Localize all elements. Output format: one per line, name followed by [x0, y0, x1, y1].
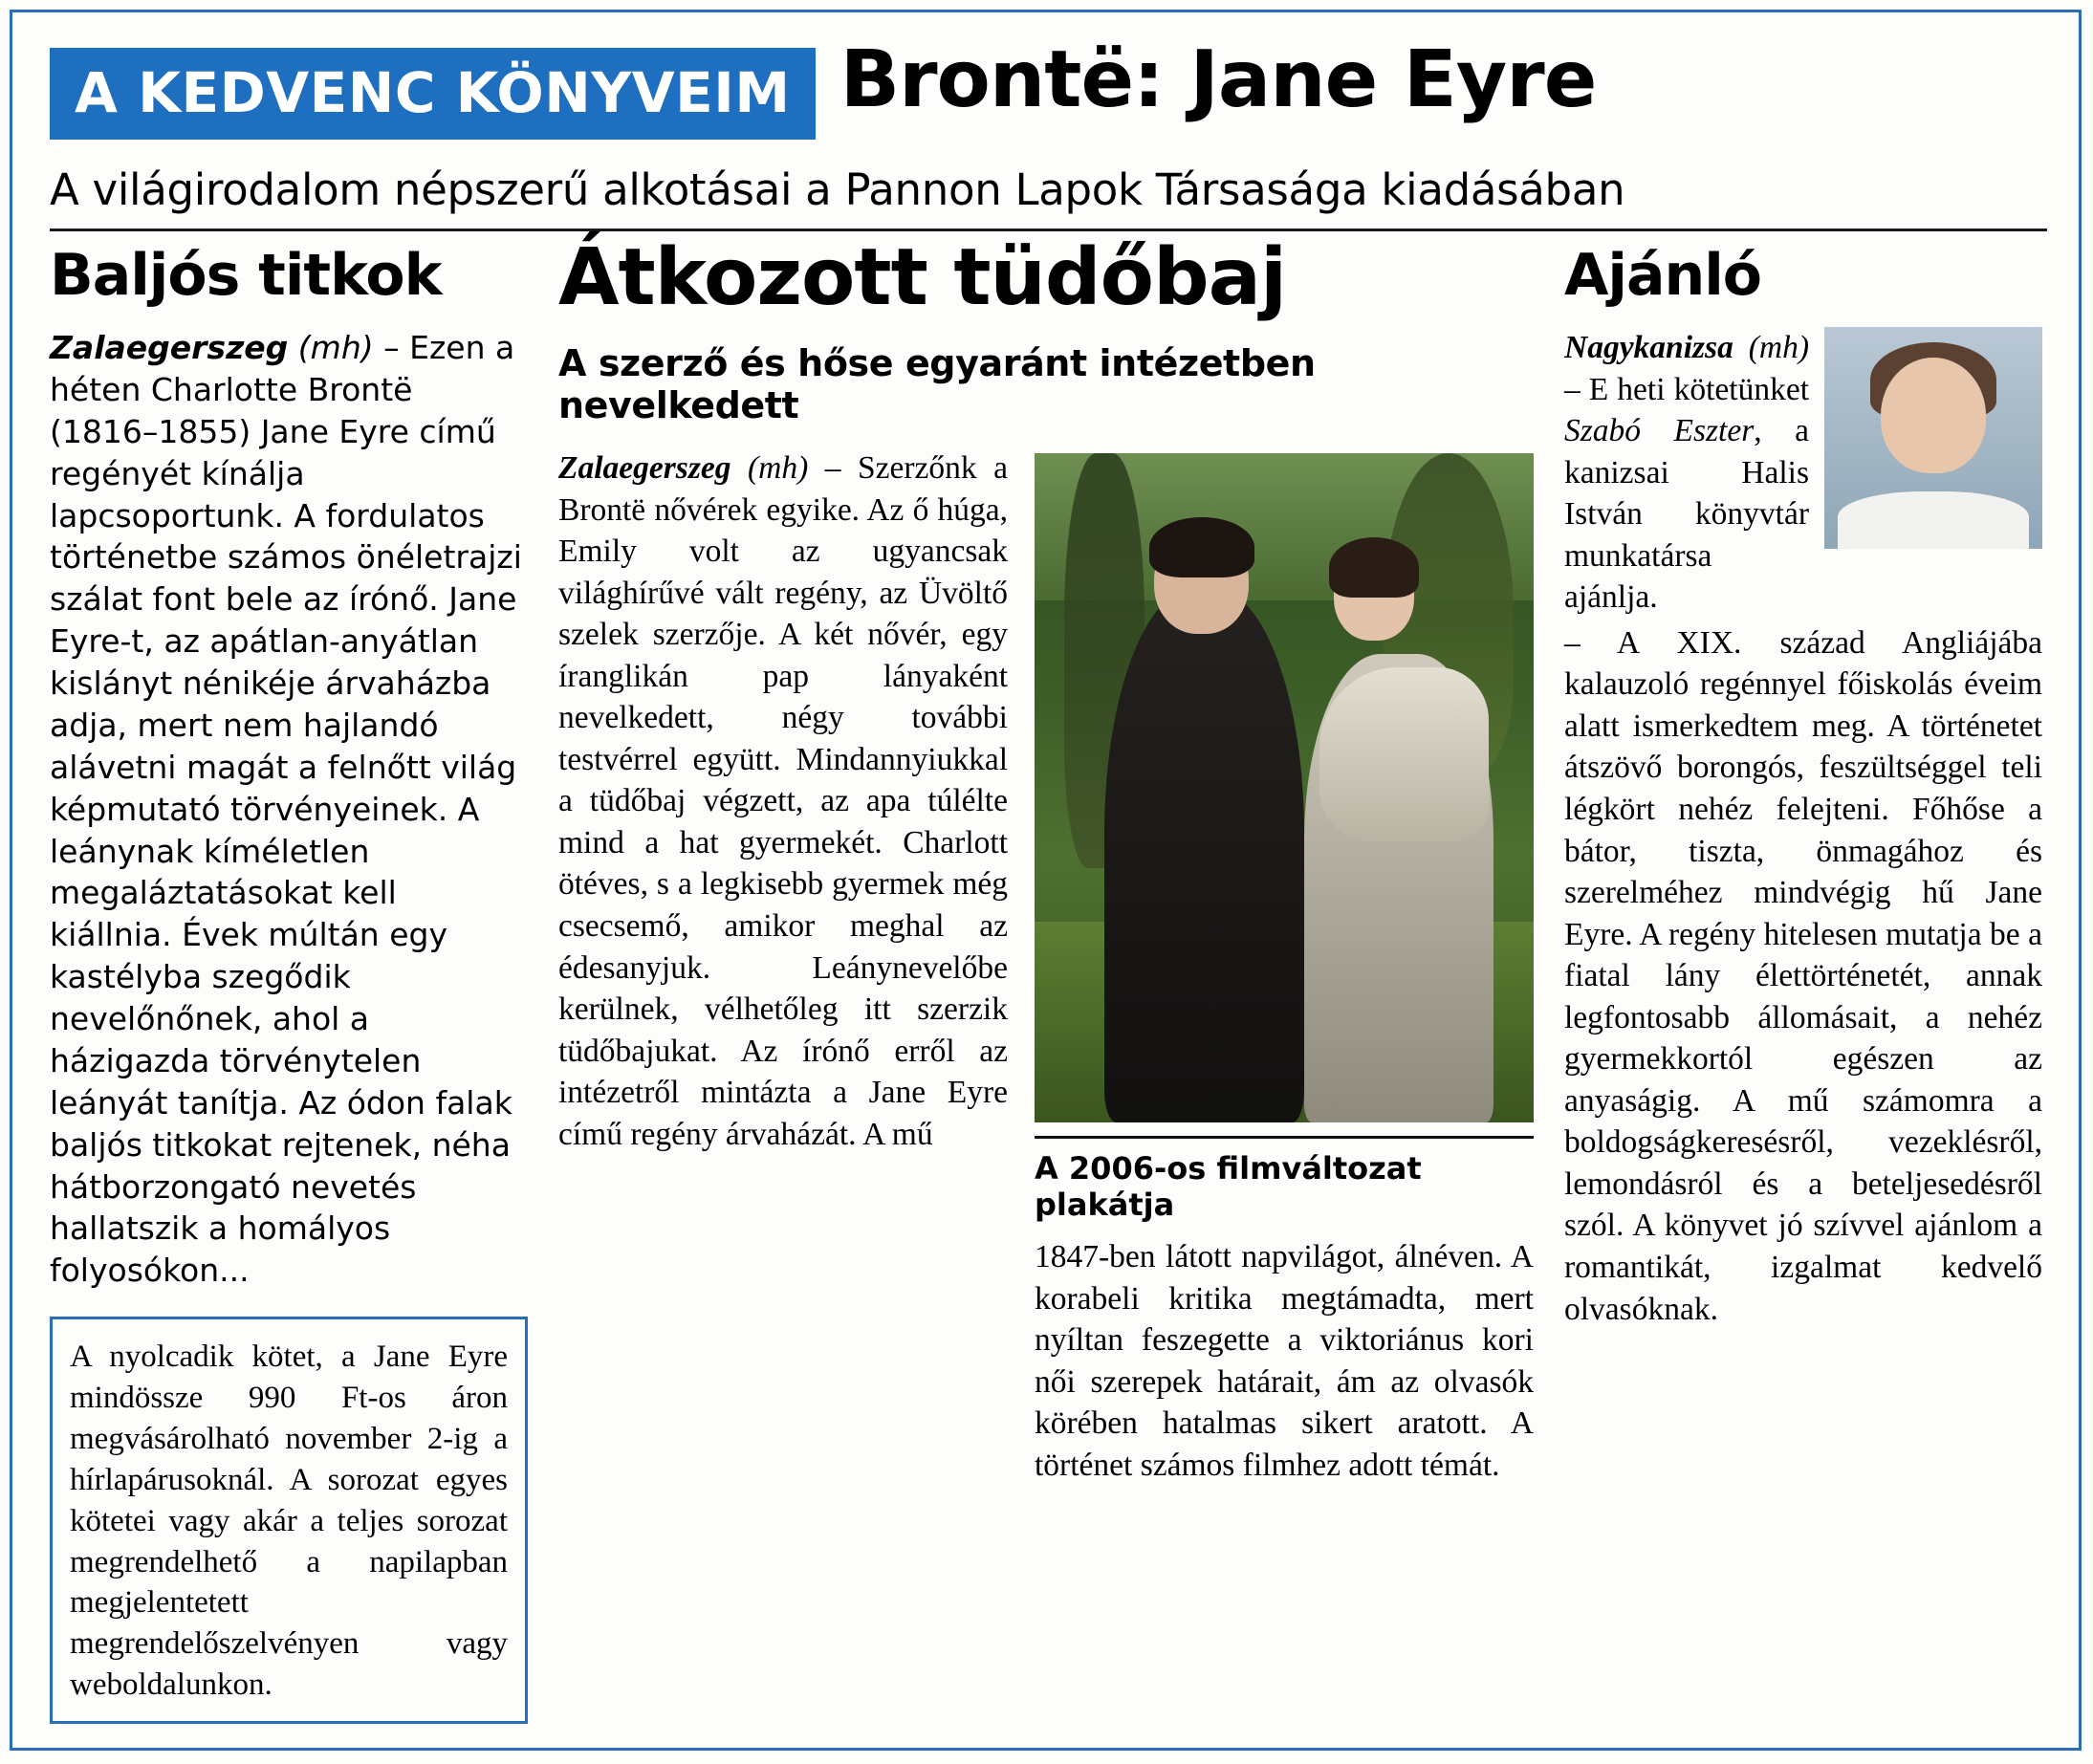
right-dateline: Nagykanizsa: [1564, 330, 1733, 365]
page-inner: [50, 33, 2047, 1724]
left-body: [50, 327, 528, 1292]
photo-figure-man-coat: [1104, 587, 1304, 1122]
photo-figure-woman-hair: [1329, 537, 1419, 598]
right-intro-name: Szabó Eszter: [1564, 413, 1755, 449]
photo-caption: A 2006-os filmváltozat plakátja: [1035, 1136, 1534, 1223]
center-body: [558, 447, 1008, 1155]
right-intro: [1564, 327, 1809, 619]
left-info-box: A nyolcadik kötet, a Jane Eyre mindössze 990 Ft-os áron megvásárolható november 2-ig a hírlapárusoknál. A sorozat egyes kötetei vagy akár a teljes sorozat megrendelhető a napilapban megjelentetett megrendelőszelvényen vagy weboldalunkon.: [50, 1317, 528, 1724]
center-body-text: – Szerzőnk a Brontë nővérek egyike. Az ő húga, Emily volt az ugyancsak világhírűvé vált regény, az Üvöltő szelek szerzője. A két nővér, egy íranglikán pap lányaként nevelkedett, négy további testvérrel együtt. Mindannyiukkal a tüdőbaj végzett, az apa túlélte mind a hat gyermekét. Charlott ötéves, s a legkisebb gyermek még csecsemő, amikor meghal az édesanyjuk. Leánynevelőbe kerülnek, vélhetőleg itt szerzik tüdőbajukat. Az írónő erről az intézetről mintázta a Jane Eyre című regény árvaházát. A mű: [558, 450, 1009, 1152]
reviewer-portrait: [1824, 327, 2042, 549]
masthead: [50, 33, 2047, 140]
center-headline: Átkozott tüdőbaj: [558, 232, 1287, 323]
left-dateline: Zalaegerszeg: [50, 329, 289, 366]
center-body-continued: 1847-ben látott napvilágot, álnéven. A korabeli kritika megtámadta, mert nyíltan feszegette a viktoriánus kori női szerepek határait, ám az olvasók körében hatalmas sikert aratott. A történet számos filmhez adott témát.: [1035, 1239, 1534, 1483]
center-dateline: Zalaegerszeg: [558, 450, 731, 486]
left-dateline-mh: (mh): [297, 329, 374, 366]
right-top-block: [1564, 327, 2042, 619]
header-divider: [50, 229, 2047, 231]
right-intro-2: , a kanizsai Halis István könyvtár munkatársa ajánlja.: [1564, 413, 1809, 616]
column-left: [50, 242, 528, 1724]
photo-figure-man-hair: [1149, 517, 1254, 577]
right-body: – A XIX. század Angliájába kalauzoló regénnyel főiskolás éveim alatt ismerkedtem meg. A történetet átszövő borongós, feszültséggel teli légkört nehéz felejteni. Főhőse a bátor, tiszta, önmagához és szerelméhez mindvégig hű Jane Eyre. A regény hitelesen mutatja be a fiatal lány élettörténetét, annak legfontosabb állomásait, a nehéz gyermekkortól egészen az anyaságig. A mű számomra a boldogságkeresésről, vezeklésről, lemondásról és a beteljesedésről szól. A könyvet jó szívvel ajánlom a romantikát, izgalmat kedvelő olvasóknak.: [1564, 624, 2042, 1327]
center-dateline-mh: (mh): [748, 450, 809, 486]
right-dateline-mh: (mh): [1748, 330, 1809, 365]
right-intro-1: – E heti kötetünket: [1564, 371, 1809, 407]
film-still-photo: [1035, 453, 1534, 1122]
article-columns: [50, 232, 2047, 1724]
portrait-shirt: [1838, 491, 2030, 549]
column-center: [558, 232, 1534, 1724]
masthead-subhead: A világirodalom népszerű alkotásai a Pannon Lapok Társasága kiadásában: [50, 164, 1625, 215]
left-body-text: – Ezen a héten Charlotte Brontë (1816–1855) Jane Eyre című regényét kínálja lapcsoportunk. A fordulatos történetbe számos önéletrajzi szálat font bele az írónő. Jane Eyre-t, az apátlan-anyátlan kislányt nénikéje árvaházba adja, mert nem hajlandó alávetni magát a felnőtt világ képmutató törvényeinek. A leánynak kíméletlen megaláztatásokat kell kiállnia. Évek múltán egy kastélyba szegődik nevelőnőnek, ahol a házigazda törvénytelen leányát tanítja. Az ódon falak baljós titkokat rejtenek, néha hátborzongató nevetés hallatszik a homályos folyosókon...: [50, 329, 522, 1290]
photo-figure-woman-shawl: [1319, 667, 1489, 841]
page-title: Brontë: Jane Eyre: [839, 34, 1597, 125]
portrait-face: [1881, 358, 1985, 473]
right-headline: Ajánló: [1564, 242, 1761, 309]
center-photo-block: [1035, 453, 1534, 1486]
center-deck: A szerző és hőse egyaránt intézetben nevelkedett: [558, 342, 1316, 426]
center-split: [558, 447, 1534, 1486]
section-kicker: A KEDVENC KÖNYVEIM: [50, 48, 816, 140]
column-right: [1564, 242, 2042, 1724]
center-text-col: [558, 447, 1008, 1486]
left-headline: Baljós titkok: [50, 242, 442, 309]
